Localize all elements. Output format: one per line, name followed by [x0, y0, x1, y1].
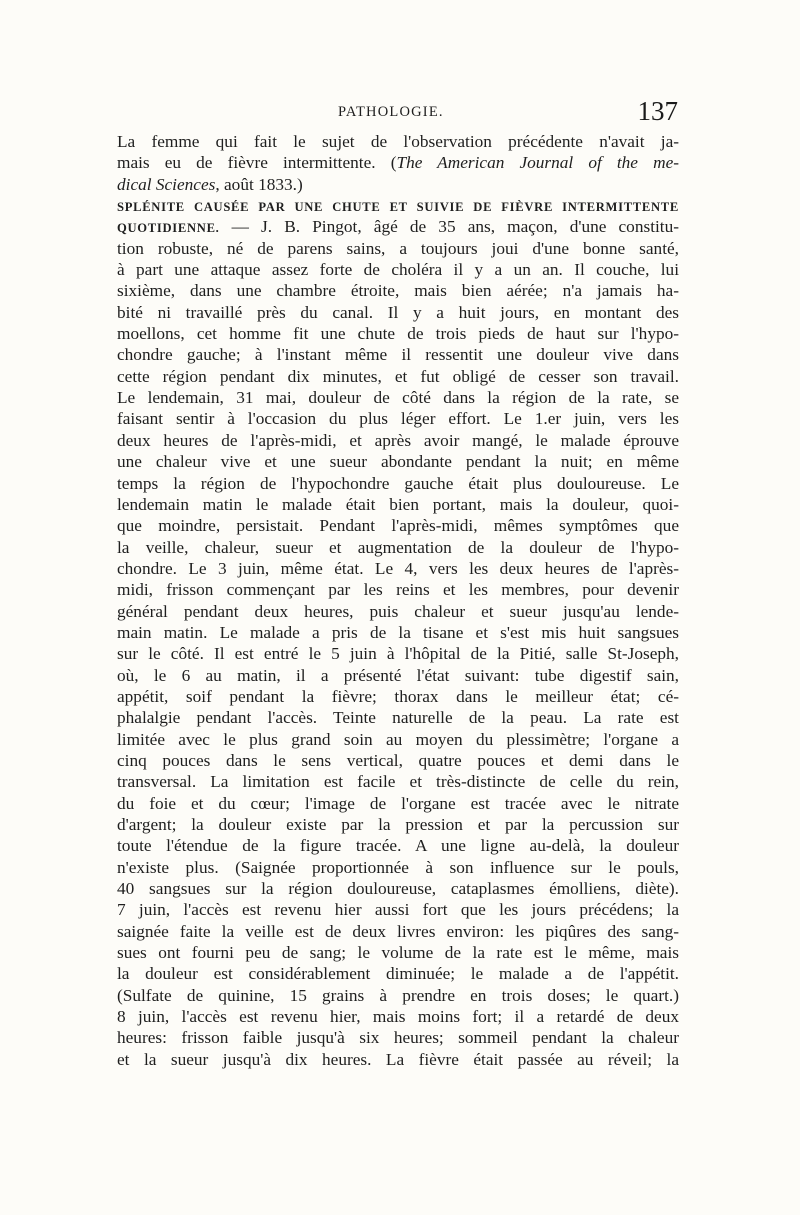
text-line: chondre. Le 3 juin, même état. Le 4, vers les deux heures de l'après- — [117, 558, 679, 578]
text-line: tion robuste, né de parens sains, a toujours joui d'une bonne santé, — [117, 238, 679, 258]
text-line: phalalgie pendant l'accès. Teinte naturelle de la peau. La rate est — [117, 708, 679, 728]
text-line: limitée avec le plus grand soin au moyen du plessimètre; l'organe a — [117, 729, 679, 749]
text-line — [117, 174, 679, 195]
running-head: PATHOLOGIE. — [338, 104, 444, 120]
text-line: La femme qui fait le sujet de l'observation précédente n'avait ja- — [117, 132, 679, 151]
text-line: où, le 6 au matin, il a présenté l'état suivant: tube digestif sain, — [117, 665, 679, 685]
text-line: une chaleur vive et une sueur abondante pendant la nuit; en même — [117, 452, 679, 472]
text-line: lendemain matin le malade était bien portant, mais la douleur, quoi- — [117, 494, 679, 514]
section-heading: QUOTIDIENNE. — [117, 221, 220, 236]
text-line: la veille, chaleur, sueur et augmentation de la douleur de l'hypo- — [117, 537, 679, 557]
text-line — [117, 216, 679, 237]
text-line: n'existe plus. (Saignée proportionnée à son influence sur le pouls, — [117, 857, 679, 877]
text-line: cinq pouces dans le sens vertical, quatre pouces et demi dans le — [117, 750, 679, 770]
text-line: temps la région de l'hypochondre gauche était plus douloureuse. Le — [117, 473, 679, 493]
section-heading: SPLÉNITE CAUSÉE PAR UNE CHUTE ET SUIVIE DE FIÈVRE INTERMITTENTE — [117, 200, 679, 215]
text-line: à part une attaque assez forte de choléra il y a un an. Il couche, lui — [117, 260, 679, 280]
text-line — [117, 152, 679, 173]
text-line: sues ont fourni peu de sang; le volume de la rate est le même, mais — [117, 943, 679, 963]
text-line: 8 juin, l'accès est revenu hier, mais moins fort; il a retardé de deux — [117, 1007, 679, 1027]
journal-title: The American Journal of the me- — [396, 153, 679, 173]
text-line: 40 sangsues sur la région douloureuse, cataplasmes émolliens, diète). — [117, 879, 679, 899]
text-span: , août 1833.) — [215, 174, 303, 194]
text-line: moellons, cet homme fit une chute de trois pieds de haut sur l'hypo- — [117, 324, 679, 344]
text-line: (Sulfate de quinine, 15 grains à prendre en trois doses; le quart.) — [117, 985, 679, 1005]
text-line: 7 juin, l'accès est revenu hier aussi fort que les jours précédens; la — [117, 900, 679, 920]
page-header — [118, 96, 678, 130]
journal-title: dical Sciences — [117, 174, 216, 194]
text-line: d'argent; la douleur existe par la pression et par la percussion sur — [117, 815, 679, 834]
text-line: heures: frisson faible jusqu'à six heures; sommeil pendant la chaleur — [117, 1028, 679, 1048]
text-line: appétit, soif pendant la fièvre; thorax dans le meilleur état; cé- — [117, 686, 679, 706]
text-line: saignée faite la veille est de deux livres environ: les piqûres des sang- — [117, 921, 679, 941]
text-line: sur le côté. Il est entré le 5 juin à l'hôpital de la Pitié, salle St-Joseph, — [117, 644, 679, 664]
text-line: cette région pendant dix minutes, et fut obligé de cesser son travail. — [117, 366, 679, 386]
text-line: main matin. Le malade a pris de la tisane et s'est mis huit sangsues — [117, 622, 679, 642]
text-line: toute l'étendue de la figure tracée. A une ligne au-delà, la douleur — [117, 836, 679, 856]
text-span: mais eu de fièvre intermittente. ( — [117, 153, 397, 173]
text-line: midi, frisson commençant par les reins et les membres, pour devenir — [117, 580, 679, 600]
text-line: deux heures de l'après-midi, et après avoir mangé, le malade éprouve — [117, 430, 679, 450]
text-line: chondre gauche; à l'instant même il ressentit une douleur vive dans — [117, 345, 679, 365]
text-line: bité ni travaillé près du canal. Il y a huit jours, en montant des — [117, 302, 679, 322]
text-line: du foie et du cœur; l'image de l'organe est tracée avec le nitrate — [117, 793, 679, 813]
text-line: et la sueur jusqu'à dix heures. La fièvre était passée au réveil; la — [117, 1049, 679, 1069]
body-text — [117, 131, 679, 1070]
page-number: 137 — [637, 96, 678, 126]
text-line: général pendant deux heures, puis chaleur et sueur jusqu'au lende- — [117, 601, 679, 621]
text-line: sixième, dans une chambre étroite, mais bien aérée; n'a jamais ha- — [117, 281, 679, 301]
text-line: Le lendemain, 31 mai, douleur de côté dans la région de la rate, se — [117, 388, 679, 408]
text-line: la douleur est considérablement diminuée; le malade a de l'appétit. — [117, 964, 679, 984]
text-span: — J. B. Pingot, âgé de 35 ans, maçon, d'une constitu- — [219, 217, 679, 237]
text-line: transversal. La limitation est facile et très-distincte de celle du rein, — [117, 772, 679, 792]
text-line: faisant sentir à l'occasion du plus léger effort. Le 1.er juin, vers les — [117, 409, 679, 429]
section-heading-line — [117, 195, 679, 216]
text-line: que moindre, persistait. Pendant l'après-midi, mêmes symptômes que — [117, 516, 679, 536]
